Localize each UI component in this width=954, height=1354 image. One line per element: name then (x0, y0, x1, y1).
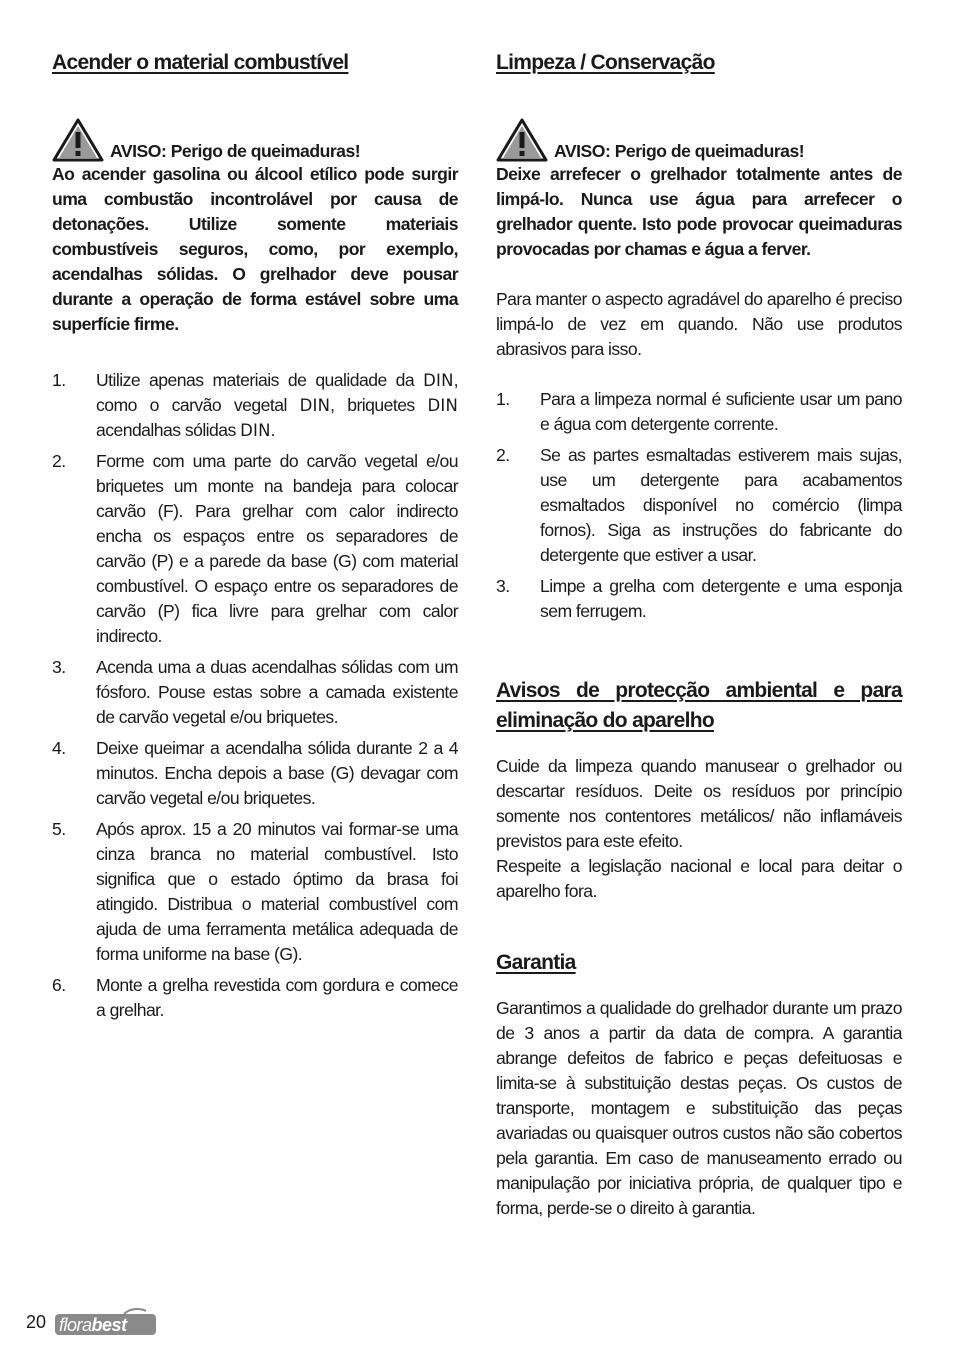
list-item: 2. Forme com uma parte do carvão vegetal e/ou briquetes um monte na bandeja para colocar carvão (F). Para grelhar com calor indirecto encha os espaços entre os separadores de carvão (P) e a parede da base (G) com material combustível. O espaço entre os separadores de carvão (P) fica livre para grelhar com calor indirecto. (52, 451, 458, 646)
logo-text-flora: flora (59, 1315, 92, 1335)
list-item: 3. Acenda uma a duas acendalhas sólidas com um fósforo. Pouse estas sobre a camada existente de carvão vegetal e/ou briquetes. (52, 657, 458, 727)
page-number: 20 (26, 1311, 47, 1332)
list-item: 4. Deixe queimar a acendalha sólida durante 2 a 4 minutos. Encha depois a base (G) devagar com carvão vegetal e/ou briquetes. (52, 738, 458, 808)
page-footer (26, 1308, 158, 1336)
warning-block-cleaning (496, 112, 902, 262)
lighting-steps-list (52, 368, 458, 1023)
warning-title: AVISO: Perigo de queimaduras! (554, 141, 805, 161)
section-heading-warranty: Garantia (496, 951, 576, 974)
warning-block-lighting (52, 112, 458, 337)
environment-paragraph-2: Respeite a legislação nacional e local para deitar o aparelho fora. (496, 856, 902, 901)
cleaning-steps-list (496, 387, 902, 624)
environment-paragraph-1: Cuide da limpeza quando manusear o grelhador ou descartar resíduos. Deite os resíduos por princípio somente nos contentores metálicos/ não inflamáveis previstos para este efeito. (496, 756, 902, 851)
right-column (496, 48, 902, 1221)
list-item: 3. Limpe a grelha com detergente e uma esponja sem ferrugem. (496, 576, 902, 621)
warning-text: Deixe arrefecer o grelhador totalmente antes de limpá-lo. Nunca use água para arrefecer o grelhador quente. Isto pode provocar queimaduras provocadas por chamas e água a ferver. (496, 164, 902, 259)
warning-triangle-icon (52, 118, 104, 162)
warning-triangle-icon (496, 118, 548, 162)
section-heading-lighting: Acender o material combustível (52, 51, 349, 74)
warning-title: AVISO: Perigo de queimaduras! (110, 141, 361, 161)
cleaning-intro: Para manter o aspecto agradável do aparelho é preciso limpá-lo de vez em quando. Não use produtos abrasivos para isso. (496, 289, 902, 359)
section-heading-environment: Avisos de protecção ambiental e para eliminação do aparelho (496, 679, 902, 732)
florabest-logo-icon (54, 1308, 158, 1336)
list-item: 5. Após aprox. 15 a 20 minutos vai formar-se uma cinza branca no material combustível. Isto significa que o estado óptimo da brasa foi atingido. Distribua o material combustível com ajuda de uma ferramenta metálica adequada de forma uniforme na base (G). (52, 819, 458, 964)
warning-text: Ao acender gasolina ou álcool etílico pode surgir uma combustão incontrolável por causa de detonações. Utilize somente materiais combustíveis seguros, como, por exemplo, acendalhas sólidas. O grelhador deve pousar durante a operação de forma estável sobre uma superfície firme. (52, 164, 458, 334)
left-column (52, 48, 458, 1029)
list-item: 1. Utilize apenas materiais de qualidade da DIN, como o carvão vegetal DIN, briquetes DIN acendalhas sólidas DIN. (52, 370, 458, 440)
logo-text-best: best (91, 1315, 127, 1335)
list-item: 1. Para a limpeza normal é suficiente usar um pano e água com detergente corrente. (496, 389, 902, 434)
list-item: 6. Monte a grelha revestida com gordura e comece a grelhar. (52, 975, 458, 1020)
warranty-paragraph: Garantimos a qualidade do grelhador durante um prazo de 3 anos a partir da data de compra. A garantia abrange defeitos de fabrico e peças defeituosas e limita-se à substituição destas peças. Os custos de transporte, montagem e substituição das peças avariadas ou quaisquer outros custos não são cobertos pela garantia. Em caso de manuseamento errado ou manipulação por iniciativa própria, de qualquer tipo e forma, perde-se o direito à garantia. (496, 998, 902, 1218)
list-item: 2. Se as partes esmaltadas estiverem mais sujas, use um detergente para acabamentos esmaltados disponível no comércio (limpa fornos). Siga as instruções do fabricante do detergente que estiver a usar. (496, 445, 902, 565)
section-heading-cleaning: Limpeza / Conservação (496, 51, 715, 74)
